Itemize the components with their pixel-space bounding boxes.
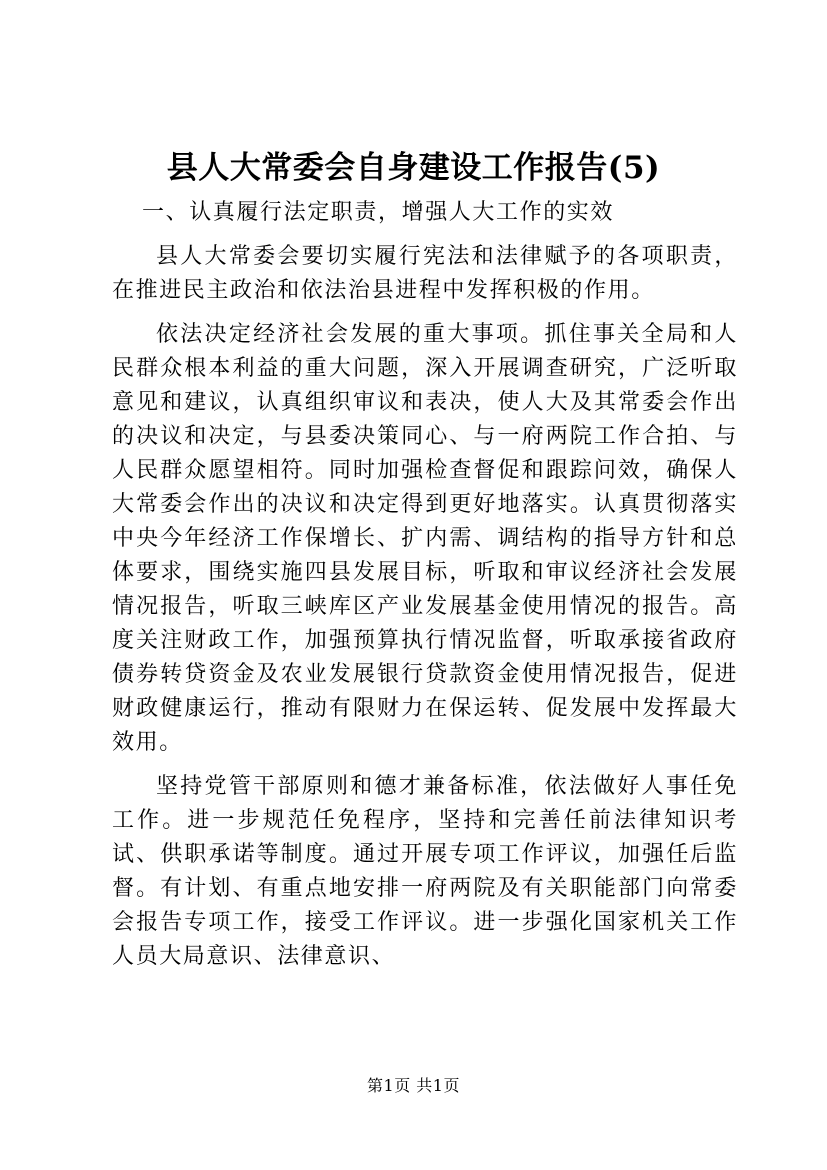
document-body — [112, 196, 738, 984]
paragraph-personnel: 坚持党管干部原则和德才兼备标准，依法做好人事任免工作。进一步规范任免程序，坚持和完善任前法律知识考试、供职承诺等制度。通过开展专项工作评议，加强任后监督。有计划、有重点地安排一府两院及有关职能部门向常委会报告专项工作，接受工作评议。进一步强化国家机关工作人员大局意识、法律意识、 — [112, 774, 738, 969]
section-heading: 一、认真履行法定职责，增强人大工作的实效 — [142, 200, 615, 225]
page-footer: 第1页 共1页 — [367, 1076, 460, 1095]
paragraph-intro: 县人大常委会要切实履行宪法和法律赋予的各项职责，在推进民主政治和依法治县进程中发挥积极的作用。 — [112, 244, 738, 303]
paragraph-major-matters: 依法决定经济社会发展的重大事项。抓住事关全局和人民群众根本利益的重大问题，深入开展调查研究，广泛听取意见和建议，认真组织审议和表决，使人大及其常委会作出的决议和决定，与县委决策同心、与一府两院工作合拍、与人民群众愿望相符。同时加强检查督促和跟踪问效，确保人大常委会作出的决议和决定得到更好地落实。认真贯彻落实中央今年经济工作保增长、扩内需、调结构的指导方针和总体要求，围绕实施四县发展目标，听取和审议经济社会发展情况报告，听取三峡库区产业发展基金使用情况的报告。高度关注财政工作，加强预算执行情况监督，听取承接省政府债券转贷资金及农业发展银行贷款资金使用情况报告，促进财政健康运行，推动有限财力在保运转、促发展中发挥最大效用。 — [112, 322, 738, 755]
document-title: 县人大常委会自身建设工作报告(5) — [166, 150, 661, 186]
